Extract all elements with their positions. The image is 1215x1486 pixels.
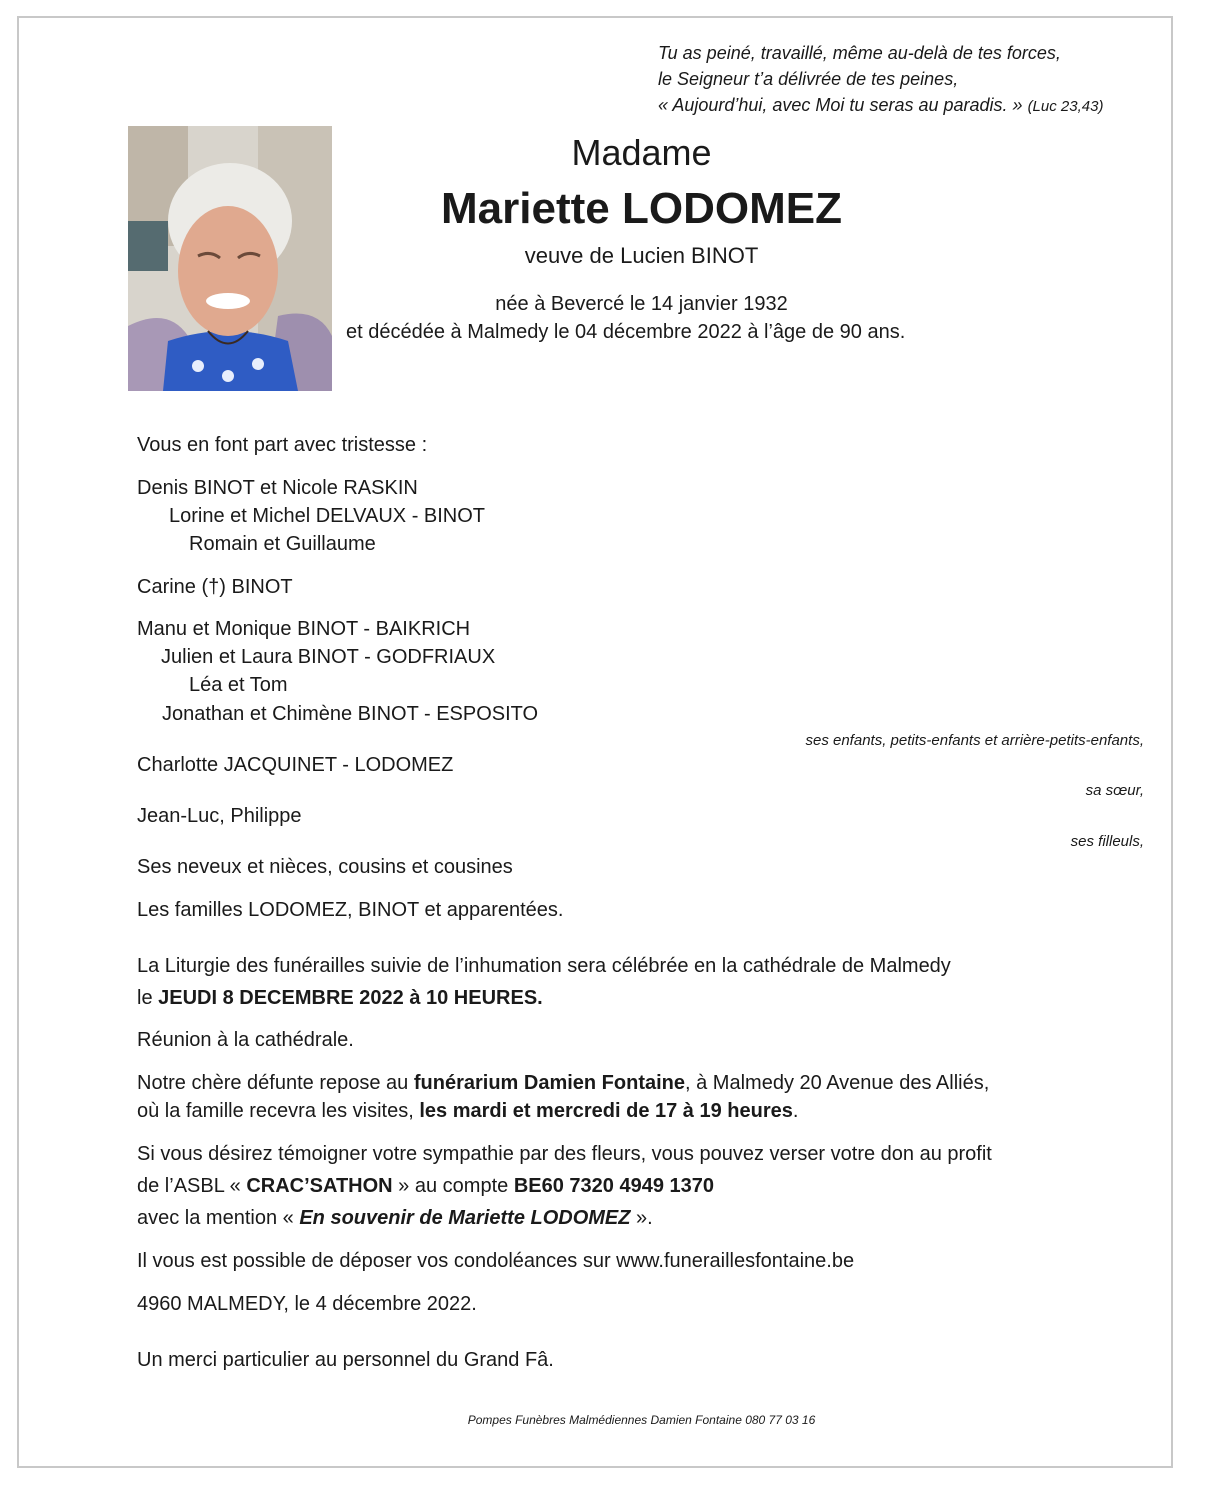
- mention-line: [137, 1207, 653, 1230]
- mention-prefix: avec la mention «: [137, 1207, 300, 1229]
- visits-end: .: [792, 1100, 799, 1122]
- rest-address: , à Malmedy 20 Avenue des Alliés,: [685, 1072, 990, 1094]
- funeral-home: funérarium Damien Fontaine: [413, 1072, 686, 1094]
- widow-of: veuve de Lucien BINOT: [524, 243, 759, 268]
- epigraph: [658, 40, 1103, 120]
- flowers-line: Si vous désirez témoigner votre sympathie par des fleurs, vous pouvez verser votre don au profit: [137, 1143, 992, 1165]
- families-line: Les familles LODOMEZ, BINOT et apparentées.: [137, 899, 564, 921]
- account-prefix: » au compte: [392, 1175, 514, 1197]
- thanks-line: Un merci particulier au personnel du Grand Fâ.: [137, 1349, 554, 1371]
- mention-end: ».: [630, 1207, 653, 1229]
- asbl-name: CRAC’SATHON: [246, 1175, 393, 1197]
- mention-text: En souvenir de Mariette LODOMEZ: [299, 1207, 631, 1229]
- epigraph-quote: « Aujourd’hui, avec Moi tu seras au paradis. »: [658, 95, 1023, 115]
- family-member: Jonathan et Chimène BINOT - ESPOSITO: [162, 703, 539, 725]
- family-member: Léa et Tom: [189, 674, 288, 696]
- place-date: 4960 MALMEDY, le 4 décembre 2022.: [137, 1293, 477, 1315]
- honorific-title: Madame: [571, 132, 712, 173]
- asbl-prefix: de l’ASBL «: [137, 1175, 247, 1197]
- condolences-line: Il vous est possible de déposer vos condoléances sur www.funeraillesfontaine.be: [137, 1250, 855, 1272]
- funeral-date-prefix: le: [137, 987, 159, 1009]
- visits-text: où la famille recevra les visites,: [137, 1100, 420, 1122]
- children-role: ses enfants, petits-enfants et arrière-petits-enfants,: [805, 732, 1144, 749]
- sister-name: Charlotte JACQUINET - LODOMEZ: [137, 754, 454, 776]
- family-member: Denis BINOT et Nicole RASKIN: [137, 477, 418, 499]
- godchildren-role: ses filleuls,: [1070, 833, 1144, 850]
- family-member: Romain et Guillaume: [189, 533, 376, 555]
- godchildren-names: Jean-Luc, Philippe: [137, 805, 302, 827]
- funeral-date-line: [137, 987, 543, 1010]
- family-member: Lorine et Michel DELVAUX - BINOT: [169, 505, 486, 527]
- family-member: Julien et Laura BINOT - GODFRIAUX: [161, 646, 496, 668]
- funeral-date: JEUDI 8 DECEMBRE 2022 à 10 HEURES.: [158, 987, 543, 1009]
- deceased-name: Mariette LODOMEZ: [441, 184, 842, 233]
- rest-line: [137, 1072, 989, 1095]
- nephews-line: Ses neveux et nièces, cousins et cousines: [137, 856, 513, 878]
- epigraph-reference: (Luc 23,43): [1027, 98, 1104, 115]
- bank-account: BE60 7320 4949 1370: [513, 1175, 714, 1197]
- liturgy-line: La Liturgie des funérailles suivie de l’inhumation sera célébrée en la cathédrale de Malmedy: [137, 955, 951, 977]
- meeting-line: Réunion à la cathédrale.: [137, 1029, 354, 1051]
- funeral-director-footer: Pompes Funèbres Malmédiennes Damien Fontaine 080 77 03 16: [467, 1413, 816, 1427]
- birth-info: née à Bevercé le 14 janvier 1932: [495, 293, 788, 315]
- death-info: et décédée à Malmedy le 04 décembre 2022 à l’âge de 90 ans.: [346, 321, 906, 343]
- sister-role: sa sœur,: [1085, 782, 1144, 799]
- visits-line: [137, 1100, 798, 1123]
- asbl-line: [137, 1175, 714, 1198]
- visit-hours: les mardi et mercredi de 17 à 19 heures: [419, 1100, 793, 1122]
- family-member: Carine (†) BINOT: [137, 576, 293, 598]
- rest-text: Notre chère défunte repose au: [137, 1072, 414, 1094]
- family-intro: Vous en font part avec tristesse :: [137, 434, 428, 456]
- epigraph-line-3: [658, 92, 1103, 120]
- epigraph-line-2: le Seigneur t’a délivrée de tes peines,: [658, 69, 959, 89]
- epigraph-line-1: Tu as peiné, travaillé, même au-delà de tes forces,: [658, 43, 1061, 63]
- family-member: Manu et Monique BINOT - BAIKRICH: [137, 618, 471, 640]
